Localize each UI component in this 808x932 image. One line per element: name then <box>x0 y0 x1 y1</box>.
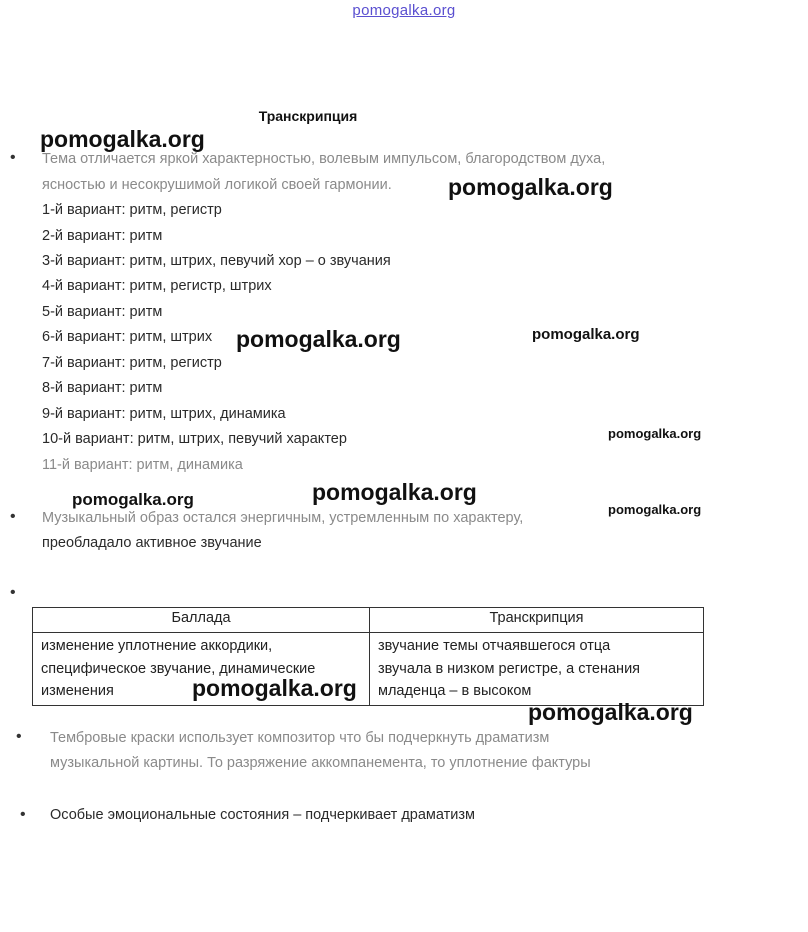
bullet: • <box>10 584 16 601</box>
cell-line: изменения <box>41 683 114 699</box>
watermark: pomogalka.org <box>236 326 401 352</box>
watermark: pomogalka.org <box>608 502 702 517</box>
section2-line-1: Музыкальный образ остался энергичным, устремленным по характеру, <box>42 510 524 526</box>
cell-line: изменение уплотнение аккордики, <box>41 638 273 654</box>
bullet: • <box>10 149 16 166</box>
variant-9: 9-й вариант: ритм, штрих, динамика <box>42 406 286 422</box>
watermark: pomogalka.org <box>312 479 477 505</box>
variant-10: 10-й вариант: ритм, штрих, певучий характер <box>42 431 347 447</box>
variant-5: 5-й вариант: ритм <box>42 304 163 320</box>
cell-line: специфическое звучание, динамические <box>41 660 316 677</box>
comparison-table <box>32 607 704 706</box>
watermark: pomogalka.org <box>192 675 357 701</box>
variant-7: 7-й вариант: ритм, регистр <box>42 355 222 371</box>
variant-8: 8-й вариант: ритм <box>42 380 163 396</box>
intro-line-2: ясностью и несокрушимой логикой своей гармонии. <box>42 177 392 193</box>
cell-line: звучала в низком регистре, а стенания <box>378 660 641 677</box>
site-link[interactable]: pomogalka.org <box>352 2 456 19</box>
variant-1: 1-й вариант: ритм, регистр <box>42 202 222 218</box>
table-cell-transcription <box>370 633 704 706</box>
watermark: pomogalka.org <box>72 490 194 509</box>
variant-11: 11-й вариант: ритм, динамика <box>42 457 243 473</box>
section4-line-1: Тембровые краски использует композитор что бы подчеркнуть драматизм <box>50 730 550 746</box>
watermark: pomogalka.org <box>40 126 205 152</box>
variant-6: 6-й вариант: ритм, штрих <box>42 329 213 345</box>
watermark: pomogalka.org <box>448 174 613 200</box>
bullet: • <box>16 728 22 745</box>
bullet: • <box>20 806 26 823</box>
section2-line-2: преобладало активное звучание <box>42 535 262 551</box>
section4-line-2: музыкальной картины. То разряжение аккомпанемента, то уплотнение фактуры <box>50 755 591 771</box>
variant-2: 2-й вариант: ритм <box>42 228 163 244</box>
table-header-transcription: Транскрипция <box>370 608 704 633</box>
watermark: pomogalka.org <box>608 426 702 441</box>
watermark: pomogalka.org <box>532 326 640 343</box>
variant-3: 3-й вариант: ритм, штрих, певучий хор – о звучания <box>42 253 391 269</box>
cell-line: звучание темы отчаявшегося отца <box>378 638 611 654</box>
variant-4: 4-й вариант: ритм, регистр, штрих <box>42 278 272 294</box>
watermark: pomogalka.org <box>528 699 693 725</box>
bullet: • <box>10 508 16 525</box>
table-header-ballad: Баллада <box>33 608 370 633</box>
page-title: Транскрипция <box>258 108 358 124</box>
cell-line: младенца – в высоком <box>378 683 532 699</box>
intro-line-1: Тема отличается яркой характерностью, волевым импульсом, благородством духа, <box>42 151 606 167</box>
section5-line-1: Особые эмоциональные состояния – подчеркивает драматизм <box>50 807 475 823</box>
